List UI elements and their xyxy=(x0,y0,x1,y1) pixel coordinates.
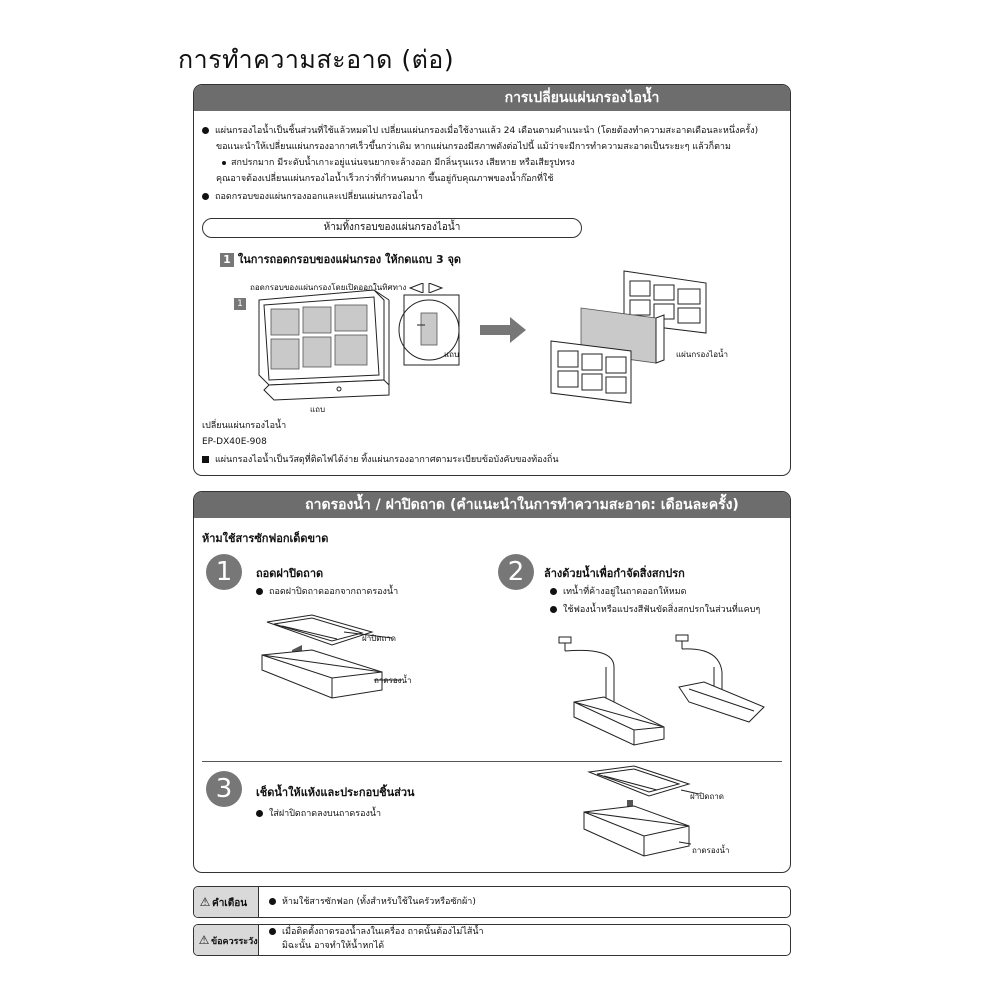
filter-label: แผ่นกรองไอน้ำ xyxy=(676,350,728,359)
warning-triangle-icon: ⚠ xyxy=(199,895,211,909)
right-arrow-icon xyxy=(480,317,528,343)
tray-reassembly-illustration xyxy=(579,764,779,868)
filter-step-1 xyxy=(220,250,461,268)
keep-frame-notice: ห้ามทิ้งกรอบของแผ่นกรองไอน้ำ xyxy=(202,218,582,238)
step-title: ในการถอดกรอบของแผ่นกรอง ให้กดแถบ 3 จุด xyxy=(237,253,462,266)
step-2-number: 2 xyxy=(498,554,534,590)
caution-triangle-icon: ⚠ xyxy=(198,933,210,947)
filter-section-header: การเปลี่ยนแผ่นกรองไอน้ำ xyxy=(194,85,790,111)
page-title: การทำความสะอาด (ต่อ) xyxy=(178,45,455,74)
step-1-tray-label: ถาดรองน้ำ xyxy=(374,676,412,685)
disposal-note: แผ่นกรองไอน้ำเป็นวัสดุที่ติดไฟได้ง่าย ทิ้งแผ่นกรองอากาศตามระเบียบข้อบังคับของท้องถิ่น xyxy=(202,452,559,468)
step-2-bullet-1: เทน้ำที่ค้างอยู่ในถาดออกให้หมด xyxy=(550,584,687,600)
tab-label-right: แถบ xyxy=(444,350,460,359)
step-2-title: ล้างด้วยน้ำเพื่อกำจัดสิ่งสกปรก xyxy=(544,567,685,580)
step-1-number: 1 xyxy=(206,554,242,590)
remove-frame-bullet: ถอดกรอบของแผ่นกรองออกและเปลี่ยนแผ่นกรองไอน้ำ xyxy=(202,189,423,205)
step-divider xyxy=(202,761,782,762)
filter-frame-illustration xyxy=(249,285,474,405)
figure-number: 1 xyxy=(234,298,246,310)
bullet-icon xyxy=(256,810,263,817)
tray-cover-removal-illustration xyxy=(252,610,422,705)
square-bullet-icon xyxy=(202,456,209,463)
replacement-model: EP-DX40E-908 xyxy=(202,437,267,447)
bullet-icon xyxy=(269,928,276,935)
warning-label: ⚠ คำเตือน xyxy=(194,887,259,917)
condition-sub-bullet: สกปรกมาก มีระดับน้ำเกาะอยู่แน่นจนยากจะล้างออก มีกลิ่นรุนแรง เสียหาย หรือเสียรูปทรง xyxy=(222,155,575,171)
caution-notice xyxy=(193,924,791,956)
bullet-icon xyxy=(202,127,209,134)
bullet-icon xyxy=(202,193,209,200)
bullet-icon xyxy=(550,588,557,595)
tray-washing-illustration xyxy=(554,627,779,757)
intro-continuation: ขอแนะนำให้เปลี่ยนแผ่นกรองอากาศเร็วขึ้นกว่าเดิม หากแผ่นกรองมีสภาพดังต่อไปนี้ แม้ว่าจะมีการทำความสะอาดเป็นระยะๆ แล้วก็ตาม xyxy=(216,142,731,152)
step-2-bullet-2: ใช้ฟองน้ำหรือแปรงสีฟันขัดสิ่งสกปรกในส่วนที่แคบๆ xyxy=(550,602,760,618)
step-1-bullet: ถอดฝาปิดถาดออกจากถาดรองน้ำ xyxy=(256,584,398,600)
step-3-cover-label: ฝาปิดถาด xyxy=(690,792,724,801)
tray-section-header: ถาดรองน้ำ / ฝาปิดถาด (คำแนะนำในการทำความสะอาด: เดือนละครั้ง) xyxy=(194,492,790,518)
step-3-number: 3 xyxy=(206,771,242,807)
step-number: 1 xyxy=(220,253,234,267)
sub-bullet-icon xyxy=(222,161,226,165)
caution-text: เมื่อติดตั้งถาดรองน้ำลงในเครื่อง ถาดนั้นต้องไม่ไส้น้ำ xyxy=(269,925,484,939)
warning-notice xyxy=(193,886,791,918)
bullet-icon xyxy=(550,606,557,613)
step-1-cover-label: ฝาปิดถาด xyxy=(362,634,396,643)
caution-text-line-2: มิฉะนั้น อาจทำให้น้ำหกได้ xyxy=(282,941,385,951)
tab-label-bottom: แถบ xyxy=(310,405,326,414)
no-detergent-warning: ห้ามใช้สารซักฟอกเด็ดขาด xyxy=(202,532,329,545)
warning-text: ห้ามใช้สารซักฟอก (ทั้งสำหรับใช้ในครัวหรือซักผ้า) xyxy=(269,894,476,910)
bullet-icon xyxy=(256,588,263,595)
tray-cleaning-section xyxy=(193,491,791,873)
intro-bullet: แผ่นกรองไอน้ำเป็นชิ้นส่วนที่ใช้แล้วหมดไป เปลี่ยนแผ่นกรองเมื่อใช้งานแล้ว 24 เดือนตามคำแนะนำ (โดยต้องทำความสะอาดเดือนละหนึ่งครั้ง) xyxy=(202,123,758,139)
filter-replacement-section xyxy=(193,84,791,476)
step-3-title: เช็ดน้ำให้แห้งและประกอบชิ้นส่วน xyxy=(256,786,415,799)
open-direction-callout: ถอดกรอบของแผ่นกรองโดยเปิดออกในทิศทาง xyxy=(250,280,443,296)
step-3-tray-label: ถาดรองน้ำ xyxy=(692,846,730,855)
bullet-icon xyxy=(269,898,276,905)
step-1-title: ถอดฝาปิดถาด xyxy=(256,567,324,580)
water-quality-note: คุณอาจต้องเปลี่ยนแผ่นกรองไอน้ำเร็วกว่าที่กำหนดมาก ขึ้นอยู่กับคุณภาพของน้ำก๊อกที่ใช้ xyxy=(216,174,554,184)
step-3-bullet: ใส่ฝาปิดถาดลงบนถาดรองน้ำ xyxy=(256,806,381,822)
caution-label: ⚠ ข้อควรระวัง xyxy=(194,925,259,955)
replacement-label: เปลี่ยนแผ่นกรองไอน้ำ xyxy=(202,421,287,431)
exploded-filter-illustration xyxy=(546,263,716,413)
